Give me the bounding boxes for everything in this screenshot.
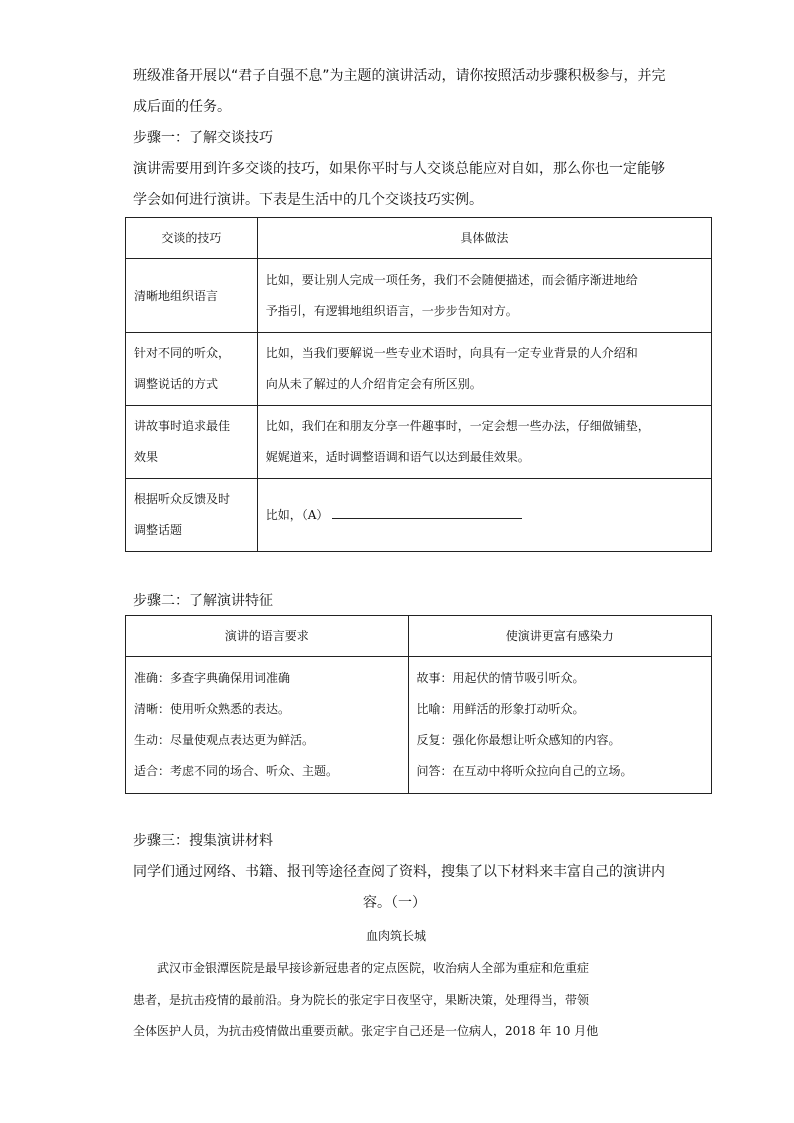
skill-cell [126,406,258,479]
step1-para-line-2: 学会如何进行演讲。下表是生活中的几个交谈技巧实例。 [133,192,483,208]
step3-para-line-2: 容。（一） [363,895,426,911]
list-item: 适合：考虑不同的场合、听众、主题。 [134,764,339,778]
skill-line: 针对不同的听众， [134,346,231,360]
table-row [126,657,712,794]
skill-line: 调整说话的方式 [134,377,219,391]
method-cell [257,406,711,479]
step1-para-line-1: 演讲需要用到许多交谈的技巧，如果你平时与人交谈总能应对自如，那么你也一定能够 [133,161,665,177]
list-item: 准确：多查字典确保用词准确 [134,671,291,685]
list-item: 问答：在互动中将听众拉向自己的立场。 [416,764,633,778]
header-language-requirements: 演讲的语言要求 [126,616,409,657]
list-item: 清晰：使用听众熟悉的表达。 [134,702,291,716]
step1-title: 步骤一：了解交谈技巧 [133,130,273,146]
method-line: 予指引，有逻辑地组织语言，一步步告知对方。 [265,303,518,318]
language-requirements-cell [126,657,409,794]
step2-title: 步骤二：了解演讲特征 [133,593,273,609]
conversation-skills-table [125,217,712,552]
appeal-cell [408,657,711,794]
method-cell [257,479,711,552]
article-title: 血肉筑长城 [366,929,427,943]
skill-line: 效果 [134,450,159,464]
article-line-2: 患者，是抗击疫情的最前沿。身为院长的张定宇日夜坚守，果断决策，处理得当，带领 [133,993,590,1007]
method-line: 比如，当我们要解说一些专业术语时，向具有一定专业背景的人介绍和 [265,346,638,360]
list-item: 反复：强化你最想让听众感知的内容。 [416,733,621,747]
table-row [126,406,712,479]
header-skill: 交谈的技巧 [126,218,258,259]
skill-cell [126,333,258,406]
step3-title: 步骤三：搜集演讲材料 [133,833,273,849]
method-cell [257,333,711,406]
method-line: 向从未了解过的人介绍肯定会有所区别。 [265,377,482,391]
speech-features-table [125,615,712,794]
table-row [126,479,712,552]
skill-line: 讲故事时追求最佳 [134,419,231,433]
answer-blank-a[interactable] [332,504,522,519]
method-line: 比如，我们在和朋友分享一件趣事时，一定会想一些办法，仔细做铺垫， [265,419,650,433]
intro-line-2: 成后面的任务。 [133,99,231,115]
step3-para-line-1: 同学们通过网络、书籍、报刊等途径查阅了资料，搜集了以下材料来丰富自己的演讲内 [133,864,665,880]
article-line-3: 全体医护人员，为抗击疫情做出重要贡献。张定宇自己还是一位病人，2018 年 10 月他 [133,1024,599,1038]
method-line: 娓娓道来，适时调整语调和语气以达到最佳效果。 [265,450,530,464]
method-prefix: 比如，（A） [265,508,329,522]
table-header-row [126,218,712,259]
skill-line: 调整话题 [134,523,183,537]
skill-cell: 清晰地组织语言 [126,259,258,333]
method-line: 比如，要让别人完成一项任务，我们不会随便描述，而会循序渐进地给 [265,272,638,287]
list-item: 故事：用起伏的情节吸引听众。 [416,671,585,685]
method-cell [257,259,711,333]
skill-cell [126,479,258,552]
table-row [126,333,712,406]
skill-line: 根据听众反馈及时 [134,492,231,506]
article-line-1: 武汉市金银潭医院是最早接诊新冠患者的定点医院，收治病人全部为重症和危重症 [157,961,590,975]
intro-line-1: 班级准备开展以“君子自强不息”为主题的演讲活动，请你按照活动步骤积极参与，并完 [133,68,666,84]
table-row [126,259,712,333]
header-appeal: 使演讲更富有感染力 [408,616,711,657]
header-method: 具体做法 [257,218,711,259]
list-item: 比喻：用鲜活的形象打动听众。 [416,702,585,716]
table-header-row [126,616,712,657]
list-item: 生动：尽量使观点表达更为鲜活。 [134,733,315,747]
